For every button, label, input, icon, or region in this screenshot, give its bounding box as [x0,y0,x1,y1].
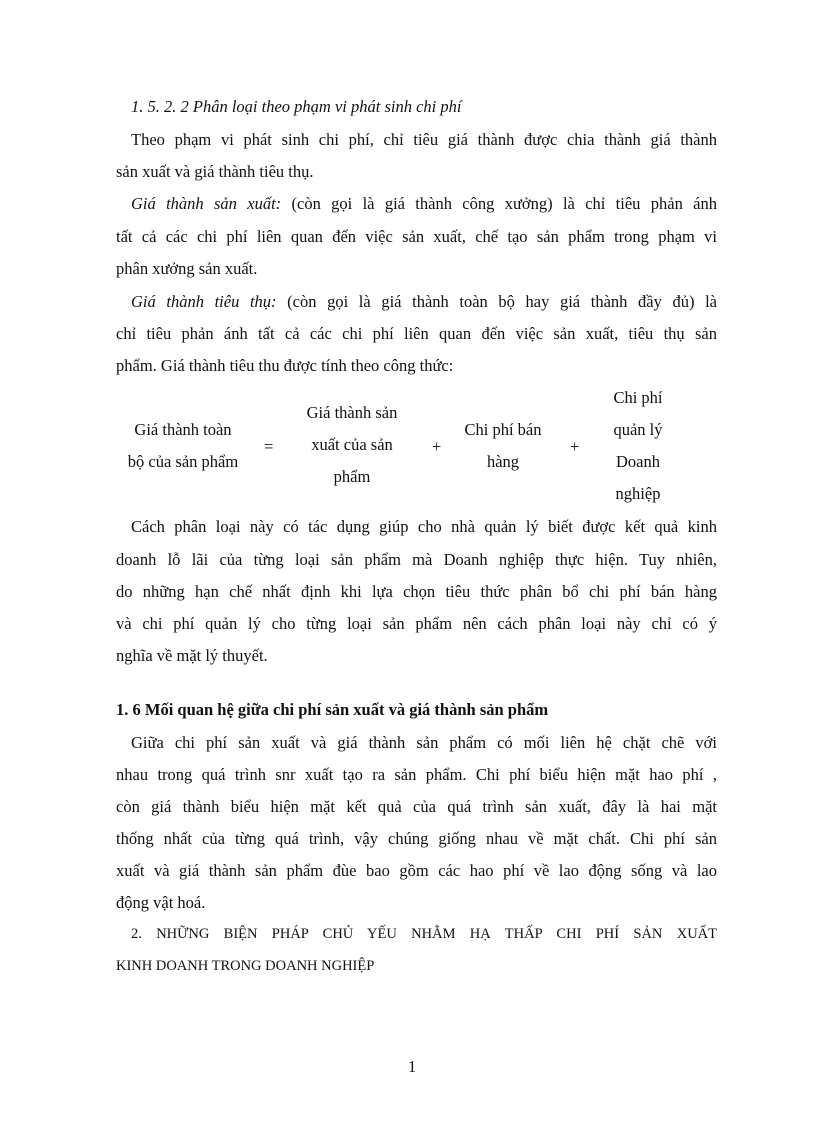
paragraph-line: nhau trong quá trình snr xuất tạo ra sản phẩm. Chi phí biểu hiện mặt hao phí , [116,765,717,784]
paragraph-line: phẩm. Giá thành tiêu thu được tính theo công thức: [116,356,454,375]
equals-sign: = [264,437,274,456]
paragraph-line: doanh lỗ lãi của từng loại sản phẩm mà Doanh nghiệp thực hiện. Tuy nhiên, [116,550,717,569]
term-production-cost: Giá thành sản xuất: [131,194,282,213]
paragraph-line: còn giá thành biểu hiện mặt kết quả của quá trình sản xuất, đây là hai mặt [116,797,717,816]
formula-lhs: Giá thành toàn bộ của sản phẩm [127,420,239,471]
paragraph-line [131,292,717,312]
formula-term-selling-cost: Chi phí bán hàng [464,420,542,471]
paragraph-line: Cách phân loại này có tác dụng giúp cho nhà quản lý biết được kết quả kinh [131,517,717,536]
page-number: 1 [408,1057,417,1076]
formula-term-production-cost: Giá thành sản xuất của sản phẩm [306,403,398,486]
paragraph-line: tất cả các chi phí liên quan đến việc sản xuất, chế tạo sản phẩm trong phạm vi [116,227,717,246]
paragraph-line: Giữa chi phí sản xuất và giá thành sản phẩm có mối liên hệ chặt chẽ với [131,733,717,752]
section-heading-1-5-2-2: 1. 5. 2. 2 Phân loại theo phạm vi phát sinh chi phí [131,97,462,116]
term-consumption-cost: Giá thành tiêu thụ: [131,292,277,311]
plus-sign: + [570,437,580,456]
section-heading-2: 2. NHỮNG BIỆN PHÁP CHỦ YẾU NHẰM HẠ THẤP CHI PHÍ SẢN XUẤT [131,926,717,942]
term-definition: (còn gọi là giá thành toàn bộ hay giá thành đầy đủ) là [276,292,718,311]
paragraph-line: động vật hoá. [116,893,206,912]
paragraph-line: nghĩa về mặt lý thuyết. [116,646,268,665]
paragraph-line: và chi phí quản lý cho từng loại sản phẩm nên cách phân loại này chỉ có ý [116,614,717,633]
paragraph-line [131,194,717,214]
paragraph-line: chỉ tiêu phản ánh tất cả các chi phí liên quan đến việc sản xuất, tiêu thụ sản [116,324,717,343]
paragraph-line: phân xưởng sản xuất. [116,259,258,278]
paragraph-line: xuất và giá thành sản phẩm đùe bao gồm các hao phí về lao động sống và lao [116,861,717,880]
section-heading-1-6: 1. 6 Mối quan hệ giữa chi phí sản xuất và giá thành sản phẩm [116,700,549,719]
paragraph-line: Theo phạm vi phát sinh chi phí, chỉ tiêu giá thành được chia thành giá thành [131,130,717,149]
formula-term-admin-cost: Chi phí quản lý Doanh nghiệp [613,388,663,503]
paragraph-line: do những hạn chế nhất định khi lựa chọn tiêu thức phân bổ chi phí bán hàng [116,582,717,601]
term-definition: (còn gọi là giá thành công xưởng) là chỉ tiêu phản ánh [281,194,717,213]
paragraph-line: thống nhất của từng quá trình, vậy chúng giống nhau về mặt chất. Chi phí sản [116,829,717,848]
paragraph-line: sản xuất và giá thành tiêu thụ. [116,162,314,181]
plus-sign: + [432,437,442,456]
section-heading-2-cont: KINH DOANH TRONG DOANH NGHIỆP [116,958,375,974]
